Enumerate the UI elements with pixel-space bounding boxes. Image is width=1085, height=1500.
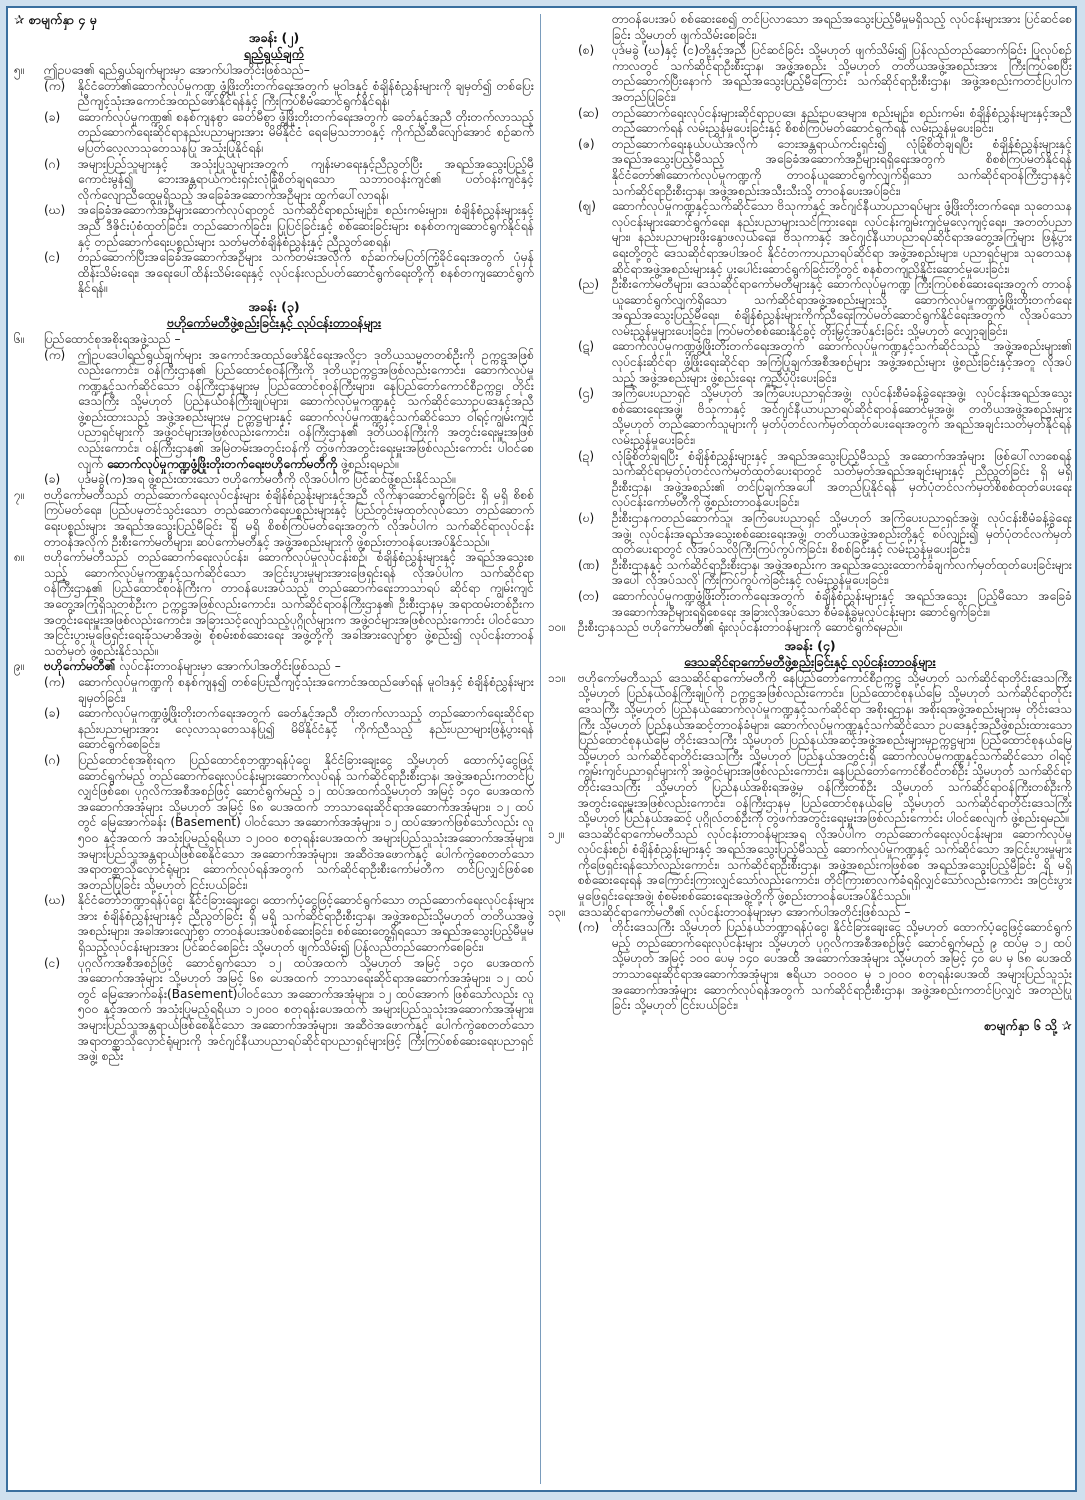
clause-label: (က) — [44, 78, 66, 93]
sub-clause — [578, 589, 1072, 620]
clause-text: တည်ဆောက်ပြီးအခြေခံအဆောက်အဦများ သက်တမ်းအလိုက် စဉ်ဆက်မပြတ်ကြံ့ခိုင်ရေးအတွက် ပုံမှန်ထိန်းသိမ်းရေး၊ အရေးပေါ်ထိန်းသိမ်းရေးနှင့် လုပ်ငန်းလည်ပတ်ဆောင်ရွက်ရေးတို့ကို စနစ်တကျဆောင်ရွက်နိုင်ရန်။ — [78, 250, 534, 296]
chapter-4-title: ဒေသဆိုင်ရာကော်မတီဖွဲ့စည်းခြင်းနှင့် လုပ်ငန်းတာဝန်များ — [684, 653, 936, 669]
clause-label: (စ) — [578, 43, 595, 58]
clause-text: လုံခြုံစိတ်ချရပြီး စံချိန်စံညွှန်းများနှင့် အရည်အသွေးပြည့်မီသည့် အဆောက်အအုံများ ဖြစ်ပေါ်လာစေရန် သက်ဆိုင်ရာမှတ်ပုံတင်လက်မှတ်ထုတ်ပေးရာတွင် သတ်မှတ်အရည်အချင်းများနှင့် ညီညွတ်ခြင်း ရှိ မရှိ ဦးစီးဌာန၊ အဖွဲ့အစည်း၏ တင်ပြချက်အပေါ် အတည်ပြုနိုင်ရန် မှတ်ပုံတင်လက်မှတ်စိစစ်ထုတ်ပေးရေးလုပ်ငန်းကော်မတီကို ဖွဲ့စည်းတာဝန်ပေးခြင်း၊ — [612, 448, 1072, 510]
section-number: ၁၂။ — [548, 826, 565, 841]
sub-clause — [578, 558, 1072, 589]
sub-clause — [44, 250, 534, 297]
section-6 — [14, 332, 534, 348]
clause-text: ဆောက်လုပ်မှုကဏ္ဍဖွံ့ဖြိုးတိုးတက်ရေးအတွက် ဆောက်လုပ်မှုကဏ္ဍနှင့်သက်ဆိုင်သည့် အဖွဲ့အစည်းများ၏ လုပ်ငန်းဆိုင်ရာ ဖွံ့ဖြိုးရေးဆိုင်ရာ အကြံပြုချက်အစီအစဉ်များ အဖွဲ့အစည်းများ ဖွဲ့စည်းခြင်းနှင့်အတူ လိုအပ်သည့် အဖွဲ့အစည်းများ ဖွဲ့စည်းရေး ကူညီပံ့ပိုးပေးခြင်း၊ — [612, 339, 1072, 385]
chapter-2-title: ရည်ရွယ်ချက် — [243, 46, 305, 61]
section-13 — [548, 905, 1072, 921]
right-column — [548, 12, 1072, 1486]
clause-text: ဆောက်လုပ်မှုကဏ္ဍ၏ စနစ်ကျနစွာ ခေတ်မီစွာ ဖွံ့ဖြိုးတိုးတက်ရေးအတွက် ခေတ်နှင့်အညီ တိုးတက်လာသည့် တည်ဆောက်ရေးဆိုင်ရာနည်းပညာများအား မိမိနိုင်ငံ ရေမြေသဘာဝနှင့် ကိုက်ညီဆီလျော်အောင် စဉ်ဆက်မပြတ်လေ့လာသုတေသနပြု အသုံးပြုနိုင်ရန်၊ — [78, 109, 534, 155]
central-committee-name: ဆောက်လုပ်မှုကဏ္ဍဖွံ့ဖြိုးတိုးတက်ရေးဗဟိုကော်မတီကို — [106, 456, 338, 471]
sub-clause — [44, 706, 534, 753]
clause-text: ဆောက်လုပ်မှုကဏ္ဍဖွံ့ဖြိုးတိုးတက်ရေးအတွက် စံချိန်စံညွှန်းများနှင့် အရည်အသွေး ပြည့်မီသော အခြေခံအဆောက်အဦများရရှိစေရေး အခြားလိုအပ်သော စီမံခန့်ခွဲမှုလုပ်ငန်းများ ဆောင်ရွက်ခြင်း။ — [612, 588, 1072, 619]
section-text: ဒေသဆိုင်ရာကော်မတီသည် လုပ်ငန်းတာဝန်များအရ လိုအပ်ပါက တည်ဆောက်ရေးလုပ်ငန်းများ၊ ဆောက်လုပ်မှုလုပ်ငန်းစဉ်၊ စံချိန်စံညွှန်းများနှင့် အရည်အသွေးပြည့်မီသည့် ဆောက်လုပ်မှုကဏ္ဍနှင့် သက်ဆိုင်သော အငြင်းပွားမှုများကိုဖြေရှင်းရန်သော်လည်းကောင်း၊ သက်ဆိုင်ရာဦးစီးဌာန၊ အဖွဲ့အစည်းကဖြစ်စေ အရည်အသွေးပြည့်မီခြင်း ရှိ မရှိ စစ်ဆေးရေးရန် အကြောင်းကြားလျှင်သော်လည်းကောင်း၊ တိုင်ကြားစာလက်ခံရရှိလျှင်သော်လည်းကောင်း အငြင်းပွားမှုဖြေရှင်းရေးအဖွဲ့၊ စုံစမ်းစစ်ဆေးရေးအဖွဲ့တို့ကို ဖွဲ့စည်းတာဝန်ပေးအပ်နိုင်သည်။ — [578, 826, 1072, 904]
sub-clause — [578, 449, 1072, 511]
section-number: ၇။ — [14, 487, 25, 502]
chapter-3-title: ဗဟိုကော်မတီဖွဲ့စည်းခြင်းနှင့် လုပ်ငန်းတာဝန်များ — [166, 314, 382, 330]
sub-clause — [578, 511, 1072, 558]
clause-text: ဆောက်လုပ်မှုကဏ္ဍကို စနစ်ကျန၍ တစ်ပြေးညီကျင့်သုံးအကောင်အထည်ဖော်ရန် မူဝါဒနှင့် စံချိန်စံညွှန်းများချမှတ်ခြင်း၊ — [78, 674, 534, 705]
clause-label: (က) — [44, 347, 66, 362]
clause-text: ဦးစီးဌာနကတည်ဆောက်သူ၊ အကြံပေးပညာရှင် သို့မဟုတ် အကြံပေးပညာရှင်အဖွဲ့၊ လုပ်ငန်းစီမံခန့်ခွဲရေးအဖွဲ့၊ လုပ်ငန်းအရည်အသွေးစစ်ဆေးရေးအဖွဲ့၊ တတိယအဖွဲ့အစည်းတို့နှင့် စပ်လျဉ်း၍ မှတ်ပုံတင်လက်မှတ်ထုတ်ပေးရာတွင် လိုအပ်သလိုကြီးကြပ်ကွပ်ကဲခြင်း၊ စိစစ်ခြင်းနှင့် လမ်းညွှန်မှုပေးခြင်း၊ — [612, 511, 1072, 557]
sub-clause — [44, 157, 534, 204]
clause-label: (က) — [578, 920, 600, 935]
clause-label: (ဃ) — [44, 893, 66, 908]
clause-text: အများပြည်သူများနှင့် အသုံးပြုသူများအတွက် ကျန်းမာရေးနှင့်ညီညွတ်ပြီး အရည်အသွေးပြည့်မီ ကောင်းမွန်၍ ဘေးအန္တရာယ်ကင်းရှင်းလုံခြုံစိတ်ချရသော သဘာဝဝန်းကျင်၏ ပတ်ဝန်းကျင်နှင့် လိုက်လျောညီထွေမှုရှိသည့် အခြေခံအဆောက်အဦများ ထွက်ပေါ်လာရန်၊ — [78, 156, 534, 202]
sub-clause — [578, 920, 1072, 1014]
section-text: ဦးစီးဌာနသည် ဗဟိုကော်မတီ၏ ရုံးလုပ်ငန်းတာဝန်များကို ဆောင်ရွက်ရမည်။ — [578, 620, 903, 635]
continued-clause — [578, 12, 1072, 43]
clause-label: (ဏ) — [578, 557, 600, 572]
section-text: ဗဟိုကော်မတီသည် တည်ဆောက်ရေးလုပ်ငန်း၊ ဆောက်လုပ်မှုလုပ်ငန်းစဉ်၊ စံချိန်စံညွှန်းများနှင့် အရည်အသွေးစသည့် ဆောက်လုပ်မှုကဏ္ဍနှင့်သက်ဆိုင်သော အငြင်းပွားမှုများအားဖြေရှင်းရန် လိုအပ်ပါက သက်ဆိုင်ရာဝန်ကြီးဌာန၏ ပြည်ထောင်စုဝန်ကြီးက တာဝန်ပေးအပ်သည့် တည်ဆောက်ရေးဘာသာရပ် ဆိုင်ရာ ကျွမ်းကျင် အတွေ့အကြုံရှိသူတစ်ဦးက ဥက္ကဋ္ဌအဖြစ်လည်းကောင်း၊ သက်ဆိုင်ရာဝန်ကြီးဌာန၏ ဦးစီးဌာနမှ အရာထမ်းတစ်ဦးက အတွင်းရေးမှူးအဖြစ်လည်းကောင်း၊ အခြားသင့်လျော်သည့်ပုဂ္ဂိုလ်များက အဖွဲ့ဝင်များအဖြစ်လည်းကောင်း ပါဝင်သော အငြင်းပွားမှုဖြေရှင်းရေးခုံသမာဓိအဖွဲ့၊ စုံစမ်းစစ်ဆေးရေး အဖွဲ့တို့ကို အခါအားလျော်စွာ ဖွဲ့စည်း၍ လုပ်ငန်းတာဝန်သတ်မှတ် ဖွဲ့စည်းနိုင်သည်။ — [44, 550, 534, 658]
clause-label: (ခ) — [44, 109, 61, 124]
sub-clause — [578, 199, 1072, 277]
clause-label: (င) — [44, 955, 61, 970]
sub-clause — [44, 348, 534, 473]
section-number: ၉။ — [14, 659, 25, 674]
clause-label: (ည) — [578, 277, 600, 292]
clause-text: တာဝန်ပေးအပ် စစ်ဆေးစေ၍ တင်ပြလာသော အရည်အသွေးပြည့်မီမှုမရှိသည့် လုပ်ငန်းများအား ပြင်ဆင်စေခြင်း သို့မဟုတ် ဖျက်သိမ်းစေခြင်း၊ — [612, 12, 1072, 42]
clause-label: (ခ) — [44, 472, 61, 487]
clause-text: ပြည်ထောင်စုအစိုးရက ပြည်ထောင်စုဘဏ္ဍာရန်ပုံငွေ၊ နိုင်ငံခြားချေးငွေ သို့မဟုတ် ထောက်ပံ့ငွေဖြင့် ဆောင်ရွက်မည့် တည်ဆောက်ရေးလုပ်ငန်းများဆောက်လုပ်ရန် သက်ဆိုင်ရာဦးစီးဌာန၊ အဖွဲ့အစည်းကတင်ပြလျှင်ဖြစ်စေ၊ ပုဂ္ဂလိကအစီအစဉ်ဖြင့် ဆောင်ရွက်မည့် ၁၂ ထပ်အထက်သို့မဟုတ် အမြင့် ၁၄၀ ပေအထက် အဆောက်အအုံများ သို့မဟုတ် အမြင့် ၆၈ ပေအထက် ဘာသာရေးဆိုင်ရာအဆောက်အအုံများ၊ ၁၂ ထပ်တွင် မြေအောက်ခန်း (Basement) ပါဝင်သော အဆောက်အအုံများ၊ ၁၂ ထပ်အောက်ဖြစ်သော်လည်း လူ ၅၀၀ နှင့်အထက် အသုံးပြုမည့်ရရိယာ ၁၂၀၀၀ စတုရန်းပေအထက် အများပြည်သူသုံးအဆောက်အအုံများ၊ အများပြည်သူအန္တရာယ်ဖြစ်စေနိုင်သော အဆောက်အအုံများ၊ အဆီဝဲအဖောက်နှင့် ပေါက်ကွဲစေတတ်သောအရာတစ္ဆာသိုလှောင်ရုံများ ဆောက်လုပ်ရန်အတွက် သက်ဆိုင်ရာဦးစီးကော်မတီက တင်ပြလျှင်ဖြစ်စေ အတည်ပြုခြင်း သို့မဟုတ် ငြင်းပယ်ခြင်း၊ — [78, 752, 534, 892]
page-continued-from-label: ✰ စာမျက်နှာ ၄ မှ — [14, 12, 97, 27]
clause-text: ဤဥပဒေပါရည်ရွယ်ချက်များ အကောင်အထည်ဖော်နိုင်ရေးအလို့ငှာ ဒုတိယသမ္မတတစ်ဦးကို ဥက္ကဋ္ဌအဖြစ်လည်းကောင်း၊ ဝန်ကြီးဌာန၏ ပြည်ထောင်စုဝန်ကြီးကို ဒုတိယဥက္ကဋ္ဌအဖြစ်လည်းကောင်း၊ ဆောက်လုပ်မှုကဏ္ဍနှင့်သက်ဆိုင်သော ဝန်ကြီးဌာနများမှ ပြည်ထောင်စုဝန်ကြီးများ၊ နေပြည်တော်ကောင်စီဥက္ကဋ္ဌ၊ တိုင်းဒေသကြီး သို့မဟုတ် ပြည်နယ်ဝန်ကြီးချုပ်များ၊ ဆောက်လုပ်မှုကဏ္ဍနှင့် သက်ဆိုင်သောဥပဒေနှင့်အညီ ဖွဲ့စည်းထားသည့် အဖွဲ့အစည်းများမှ ဥက္ကဋ္ဌများနှင့် ဆောက်လုပ်မှုကဏ္ဍနှင့်သက်ဆိုင်သော ဝါရင့်ကျွမ်းကျင်ပညာရှင်များကို အဖွဲ့ဝင်များအဖြစ်လည်းကောင်း၊ ဝန်ကြီးဌာန၏ ဒုတိယဝန်ကြီးကို အတွင်းရေးမှူးအဖြစ်လည်းကောင်း၊ ဝန်ကြီးဌာန၏ အမြဲတမ်းအတွင်းဝန်ကို တွဲဖက်အတွင်းရေးမှူးအဖြစ်လည်းကောင်း ပါဝင်စေလျက် ဆောက်လုပ်မှုကဏ္ဍဖွံ့ဖြိုးတိုးတက်ရေးဗဟိုကော်မတီကို ဖွဲ့စည်းရမည်။ — [78, 347, 534, 471]
chapter-4-heading: အခန်း (၄) — [784, 637, 836, 653]
column-divider — [540, 14, 541, 1484]
sub-clause — [578, 106, 1072, 137]
page-continued-to-label[interactable]: စာမျက်နှာ ၆ သို့ ✰ — [984, 1017, 1072, 1033]
clause-label: (ဆ) — [578, 105, 600, 120]
section-number: ၁၁။ — [548, 670, 566, 685]
clause-label: (တ) — [578, 588, 600, 603]
clause-label: (ဇ) — [578, 136, 595, 151]
clause-text: တည်ဆောက်ရေးနယ်ပယ်အလိုက် ဘေးအန္တရာယ်ကင်းရှင်း၍ လုံခြုံစိတ်ချရပြီး စံချိန်စံညွှန်းများနှင့် အရည်အသွေးပြည့်မီသည့် အခြေခံအဆောက်အဦများရရှိရေးအတွက် စိစစ်ကြပ်မတ်နိုင်ရန် နိုင်ငံတော်၏ဆောက်လုပ်မှုကဏ္ဍကို တာဝန်ယူဆောင်ရွက်လျက်ရှိသော သက်ဆိုင်ရာဝန်ကြီးဌာနနှင့် သက်ဆိုင်ရာဦးစီးဌာန၊ အဖွဲ့အစည်းအသီးသီးသို့ တာဝန်ပေးအပ်ခြင်း၊ — [612, 136, 1072, 198]
clause-text: နိုင်ငံတော်ဘဏ္ဍာရန်ပုံငွေ၊ နိုင်ငံခြားချေးငွေ၊ ထောက်ပံ့ငွေဖြင့်ဆောင်ရွက်သော တည်ဆောက်ရေးလုပ်ငန်းများအား စံချိန်စံညွှန်းများနှင့် ညီညွတ်ခြင်း ရှိ မရှိ သက်ဆိုင်ရာဦးစီးဌာန၊ အဖွဲ့အစည်းသို့မဟုတ် တတိယအဖွဲ့အစည်းများ၊ အခါအားလျော်စွာ တာဝန်ပေးအပ်စစ်ဆေးခြင်း၊ စစ်ဆေးတွေ့ရှိရသော အရည်အသွေးပြည့်မီမှုမရှိသည့်လုပ်ငန်းများအား ပြင်ဆင်စေခြင်း သို့မဟုတ် ဖျက်သိမ်း၍ ပြန်လည်တည်ဆောက်စေခြင်း၊ — [78, 893, 534, 955]
sub-clause — [578, 277, 1072, 339]
clause-text: တည်ဆောက်ရေးလုပ်ငန်းများဆိုင်ရာဥပဒေ၊ နည်းဥပဒေများ၊ စည်းမျဉ်း၊ စည်းကမ်း၊ စံချိန်စံညွှန်းများနှင့်အညီ တည်ဆောက်ရန် လမ်းညွှန်မှုပေးခြင်းနှင့် စိစစ်ကြပ်မတ်ဆောင်ရွက်ရန် လမ်းညွှန်မှုပေးခြင်း၊ — [612, 105, 1072, 136]
section-9 — [14, 659, 534, 675]
clause-text: နိုင်ငံတော်၏ဆောက်လုပ်မှုကဏ္ဍ ဖွံ့ဖြိုးတိုးတက်ရေးအတွက် မူဝါဒနှင့် စံချိန်စံညွှန်းများကို ချမှတ်၍ တစ်ပြေးညီကျင့်သုံးအကောင်အထည်ဖော်နိုင်ရန်နှင့် ကြီးကြပ်စီမံဆောင်ရွက်နိုင်ရန်၊ — [78, 78, 534, 109]
clause-text: အခြေခံအဆောက်အဦများဆောက်လုပ်ရာတွင် သက်ဆိုင်ရာစည်းမျဉ်း၊ စည်းကမ်းများ၊ စံချိန်စံညွှန်းများနှင့်အညီ ဒီဇိုင်းပုံစံထုတ်ခြင်း၊ တည်ဆောက်ခြင်း၊ ပြုပြင်ခြင်းနှင့် စစ်ဆေးခြင်းများ စနစ်တကျဆောင်ရွက်နိုင်ရန်နှင့် တည်ဆောက်ရေးပစ္စည်းများ သတ်မှတ်စံချိန်စံညွှန်းနှင့် ညီညွတ်စေရန်၊ — [78, 203, 534, 249]
newspaper-page — [6, 6, 1077, 1492]
clause-text: ဆောက်လုပ်မှုကဏ္ဍဖွံ့ဖြိုးတိုးတက်ရေးအတွက် ခေတ်နှင့်အညီ တိုးတက်လာသည့် တည်ဆောက်ရေးဆိုင်ရာနည်းပညာများအား လေ့လာသုတေသနပြု၍ မိမိနိုင်ငံနှင့် ကိုက်ညီသည့် နည်းပညာများဖြန့်ပွားရန် ဆောင်ရွက်စေခြင်း၊ — [78, 706, 534, 752]
sub-clause — [44, 753, 534, 893]
clause-text: ဆောက်လုပ်မှုကဏ္ဍနှင့်သက်ဆိုင်သော ဗိသုကာနှင့် အင်ဂျင်နီယာပညာရပ်များ ဖွံ့ဖြိုးတိုးတက်ရေး၊ သုတေသနလုပ်ငန်းများဆောင်ရွက်ရေး၊ နည်းပညာများသင်ကြားရေး၊ လုပ်ငန်းကျွမ်းကျင်မှုလေ့ကျင့်ရေး၊ အတတ်ပညာများ၊ နည်းပညာများဖိုးနွောဖလှယ်ရေး၊ ဗိသုကာနှင့် အင်ဂျင်နီယာပညာရပ်ဆိုင်ရာအတွေ့အကြုံများ ဖြန့်ပွားရေးတို့တွင် ဒေသဆိုင်ရာအပါအဝင် နိုင်ငံတကာပညာရပ်ဆိုင်ရာ အဖွဲ့အစည်းများ၊ ပညာရှင်များ၊ သုတေသနဆိုင်ရာအဖွဲ့အစည်းများနှင့် ပူးပေါင်းဆောင်ရွက်ခြင်းတို့တွင် စနစ်တကျညှိနှိုင်းဆောင်မှုပေးခြင်း၊ — [612, 199, 1072, 276]
section-number: ၁၃။ — [548, 904, 566, 919]
sub-clause — [578, 339, 1072, 386]
section-11 — [548, 671, 1072, 827]
section-number: ၈။ — [14, 550, 25, 565]
section-8 — [14, 550, 534, 659]
sub-clause — [578, 386, 1072, 448]
section-number: ၆။ — [14, 331, 25, 346]
left-column — [14, 12, 534, 1486]
clause-text: ပုဂ္ဂလိကအစီအစဉ်ဖြင့် ဆောင်ရွက်သော ၁၂ ထပ်အထက် သို့မဟုတ် အမြင့် ၁၄၀ ပေအထက် အဆောက်အအုံများ သို့မဟုတ် အမြင့် ၆၈ ပေအထက် ဘာသာရေးဆိုင်ရာအဆောက်အအုံများ၊ ၁၂ ထပ်တွင် မြေအောက်ခန်း(Basement)ပါဝင်သော အဆောက်အအုံများ၊ ၁၂ ထပ်အောက် ဖြစ်သော်လည်း လူ ၅၀၀ နှင့်အထက် အသုံးပြုမည့်ရရိယာ ၁၂၀၀၀ စတုရန်းပေအထက် အများပြည်သူသုံးအဆောက်အအုံများ၊ အများပြည်သူအန္တရာယ်ဖြစ်စေနိုင်သော အဆောက်အအုံများ၊ အဆီဝဲအဖောက်နှင့် ပေါက်ကွဲစေတတ်သောအရာတစ္ဆာသိုလှောင်ရုံများကို အင်ဂျင်နီယာပညာရပ်ဆိုင်ရာပညာရှင်များဖြင့် ကြီးကြပ်စစ်ဆေးရေးပညာရှင်အဖွဲ့၊ စည်း — [78, 955, 534, 1064]
clause-label: (ဂ) — [44, 156, 61, 171]
clause-label: (ဍ) — [578, 448, 595, 463]
clause-label: (ဎ) — [578, 511, 595, 525]
section-5 — [14, 63, 534, 79]
clause-text: ပုဒ်မခွဲ(က)အရ ဖွဲ့စည်းထားသော ဗဟိုကော်မတီကို လိုအပ်ပါက ပြင်ဆင်ဖွဲ့စည်းနိုင်သည်။ — [78, 472, 456, 487]
clause-label: (ခ) — [44, 706, 61, 721]
sub-clause — [44, 472, 534, 488]
section-7 — [14, 488, 534, 550]
clause-label: (ဌ) — [578, 386, 595, 401]
clause-text: ဦးစီးကော်မတီများ၊ ဒေသဆိုင်ရာကော်မတီများနှင့် ဆောက်လုပ်မှုကဏ္ဍ ကြီးကြပ်စစ်ဆေးရေးအတွက် တာဝန်ယူဆောင်ရွက်လျက်ရှိသော သက်ဆိုင်ရာအဖွဲ့အစည်းများသို့ ဆောက်လုပ်မှုကဏ္ဍဖွံ့ဖြိုးတိုးတက်ရေး အရည်အသွေးပြည့်မီရေး၊ စံချိန်စံညွှန်းများကိုက်ညီရေးကြပ်မတ်ဆောင်ရွက်နိုင်ရေးအတွက် လိုအပ်သောလမ်းညွှန်မှုများပေးခြင်း၊ ကြပ်မတ်စစ်ဆေးနိုင်ခွင့် တိုးမြှင့်အပ်နှင်းခြင်း သို့မဟုတ် လျှော့ချခြင်း၊ — [612, 277, 1072, 338]
section-number: ၁၀။ — [548, 620, 566, 635]
clause-label: (က) — [44, 674, 66, 689]
section-text: ဗဟိုကော်မတီသည် တည်ဆောက်ရေးလုပ်ငန်းများ စံချိန်စံညွှန်းများနှင့်အညီ လိုက်နာဆောင်ရွက်ခြင်း ရှိ မရှိ စိစစ်ကြပ်မတ်ရေး၊ ပြည်ပမှတင်သွင်းသော တည်ဆောက်ရေးပစ္စည်းများနှင့် ပြည်တွင်းမှထုတ်လုပ်သော တည်ဆောက်ရေးပစ္စည်းများ အရည်အသွေးပြည့်မီခြင်း ရှိ မရှိ စိစစ်ကြပ်မတ်ရေးအတွက် လိုအပ်ပါက သက်ဆိုင်ရာလုပ်ငန်းတာဝန်အလိုက် ဦးစီးကော်မတီများ၊ ဆပ်ကော်မတီနှင့် အဖွဲ့အစည်းများကို ဖွဲ့စည်းတာဝန်ပေးအပ်နိုင်သည်။ — [44, 487, 534, 549]
section-text: ဤဥပဒေ၏ ရည်ရွယ်ချက်များမှာ အောက်ပါအတိုင်းဖြစ်သည်– — [44, 63, 310, 77]
section-10 — [548, 620, 1072, 636]
sub-clause — [578, 137, 1072, 199]
section-12 — [548, 827, 1072, 905]
sub-clause — [578, 43, 1072, 105]
clause-label: (ဋ) — [578, 339, 595, 354]
clause-label: (ဃ) — [44, 203, 66, 218]
sub-clause — [44, 956, 534, 1065]
section-text: ပြည်ထောင်စုအစိုးရအဖွဲ့သည် – — [44, 331, 181, 346]
sub-clause — [44, 893, 534, 955]
section-number: ၅။ — [14, 63, 25, 77]
section-text: ဒေသဆိုင်ရာကော်မတီ၏ လုပ်ငန်းတာဝန်များမှာ အောက်ပါအတိုင်းဖြစ်သည် – — [578, 904, 911, 919]
clause-label: (ဈ) — [578, 199, 596, 214]
section-text: ဗဟိုကော်မတီသည် ဒေသဆိုင်ရာကော်မတီကို နေပြည်တော်ကောင်စီဥက္ကဋ္ဌ သို့မဟုတ် သက်ဆိုင်ရာတိုင်းဒေသကြီး သို့မဟုတ် ပြည်နယ်ဝန်ကြီးချုပ်ကို ဥက္ကဋ္ဌအဖြစ်လည်းကောင်း၊ ပြည်ထောင်စုနယ်မြေ သို့မဟုတ် သက်ဆိုင်ရာတိုင်းဒေသကြီး သို့မဟုတ် ပြည်နယ်ဆောက်လုပ်မှုကဏ္ဍနှင့်သက်ဆိုင်ရာ အစိုးရဌာန၊ အစိုးရအဖွဲ့အစည်းများမှ တိုင်းဒေသကြီး သို့မဟုတ် ပြည်နယ်အဆင့်တာဝန်ခံများ၊ ဆောက်လုပ်မှုကဏ္ဍနှင့်သက်ဆိုင်သော ဥပဒေနှင့်အညီဖွဲ့စည်းထားသော ပြည်ထောင်စုနယ်မြေ တိုင်းဒေသကြီး သို့မဟုတ် ပြည်နယ်အဆင့်အဖွဲ့အစည်းများမှဥက္ကဋ္ဌများ၊ ပြည်ထောင်စုနယ်မြေ သို့မဟုတ် သက်ဆိုင်ရာတိုင်းဒေသကြီး သို့မဟုတ် ပြည်နယ်အတွင်းရှိ ဆောက်လုပ်မှုကဏ္ဍနှင့်သက်ဆိုင်သော ဝါရင့်ကျွမ်းကျင်ပညာရှင်များကို အဖွဲ့ဝင်များအဖြစ်လည်းကောင်း၊ နေပြည်တော်ကောင်စီဝင်တစ်ဦး သို့မဟုတ် သက်ဆိုင်ရာတိုင်းဒေသကြီး သို့မဟုတ် ပြည်နယ်အစိုးရအဖွဲ့မှ ဝန်ကြီးတစ်ဦး သို့မဟုတ် သက်ဆိုင်ရာဝန်ကြီးတစ်ဦးကို အတွင်းရေးမှူးအဖြစ်လည်းကောင်း၊ ဝန်ကြီးဌာနမှ ပြည်ထောင်စုနယ်မြေ သို့မဟုတ် သက်ဆိုင်ရာတိုင်းဒေသကြီး သို့မဟုတ် ပြည်နယ်အဆင့် ပုဂ္ဂိုလ်တစ်ဦးကို တွဲဖက်အတွင်းရေးမှူးအဖြစ်လည်းကောင်း ပါဝင်စေလျက် ဖွဲ့စည်းရမည်။ — [578, 670, 1072, 826]
clause-label: (ဂ) — [44, 752, 61, 767]
clause-text: အကြံပေးပညာရှင် သို့မဟုတ် အကြံပေးပညာရှင်အဖွဲ့၊ လုပ်ငန်းစီမံခန့်ခွဲရေးအဖွဲ့၊ လုပ်ငန်းအရည်အသွေးစစ်ဆေးရေးအဖွဲ့၊ ဗိသုကာနှင့် အင်ဂျင်နီယာပညာရပ်ဆိုင်ရာဝန်ဆောင်မှုအဖွဲ့၊ တတိယအဖွဲ့အစည်းများ သို့မဟုတ် တည်ဆောက်သူများကို မှတ်ပုံတင်လက်မှတ်ထုတ်ပေးရေးအတွက် အရည်အချင်းသတ်မှတ်နိုင်ရန် လမ်းညွှန်မှုပေးခြင်း၊ — [612, 386, 1072, 448]
clause-text: တိုင်းဒေသကြီး သို့မဟုတ် ပြည်နယ်ဘဏ္ဍာရန်ပုံငွေ၊ နိုင်ငံခြားချေးငွေ သို့မဟုတ် ထောက်ပံ့ငွေဖြင့်ဆောင်ရွက်မည့် တည်ဆောက်ရေးလုပ်ငန်းများ သို့မဟုတ် ပုဂ္ဂလိကအစီအစဉ်ဖြင့် ဆောင်ရွက်မည့် ၉ ထပ်မှ ၁၂ ထပ် သို့မဟုတ် အမြင့် ၁၀၀ ပေမှ ၁၄၀ ပေအထိ အဆောက်အအုံများ သို့မဟုတ် အမြင့် ၄၀ ပေ မှ ၆၈ ပေအထိ ဘာသာရေးဆိုင်ရာအဆောက်အအုံများ၊ ဧရိယာ ၁၀၀၀၀ မှ ၁၂၀၀၀ စတုရန်းပေအထိ အများပြည်သူသုံးအဆောက်အအုံများ ဆောက်လုပ်ရန်အတွက် သက်ဆိုင်ရာဦးစီးဌာန၊ အဖွဲ့အစည်းကတင်ပြလျှင် အတည်ပြုခြင်း သို့မဟုတ် ငြင်းပယ်ခြင်း၊ — [612, 920, 1072, 1013]
chapter-3-heading: အခန်း (၃) — [248, 298, 300, 314]
sub-clause — [44, 110, 534, 157]
section-text: ဗဟိုကော်မတီ၏ လုပ်ငန်းတာဝန်များမှာ အောက်ပါအတိုင်းဖြစ်သည် – — [44, 659, 341, 674]
sub-clause — [44, 203, 534, 250]
chapter-2-heading: အခန်း (၂) — [248, 30, 300, 45]
sub-clause — [44, 675, 534, 706]
sub-clause — [44, 79, 534, 110]
clause-text: ပုဒ်မခွဲ (ဃ)နှင့် (င)တို့နှင့်အညီ ပြင်ဆင်ခြင်း သို့မဟုတ် ဖျက်သိမ်း၍ ပြန်လည်တည်ဆောက်ခြင်း ပြုလုပ်စဉ်ကာလတွင် သက်ဆိုင်ရာဦးစီးဌာန၊ အဖွဲ့အစည်း သို့မဟုတ် တတိယအဖွဲ့အစည်းအား ကြီးကြပ်စေပြီး တည်ဆောက်ပြီးနောက် အရည်အသွေးပြည့်မီကြောင်း သက်ဆိုင်ရာဦးစီးဌာန၊ အဖွဲ့အစည်းကတင်ပြပါက အတည်ပြုခြင်း၊ — [612, 43, 1072, 104]
clause-label: (င) — [44, 250, 61, 265]
clause-text: ဦးစီးဌာနနှင့် သက်ဆိုင်ရာဦးစီးဌာန၊ အဖွဲ့အစည်းက အရည်အသွေးထောက်ခံချက်လက်မှတ်ထုတ်ပေးခြင်းများအပေါ် လိုအပ်သလို ကြီးကြပ်ကွပ်ကဲခြင်းနှင့် လမ်းညွှန်မှုပေးခြင်း၊ — [612, 557, 1072, 588]
